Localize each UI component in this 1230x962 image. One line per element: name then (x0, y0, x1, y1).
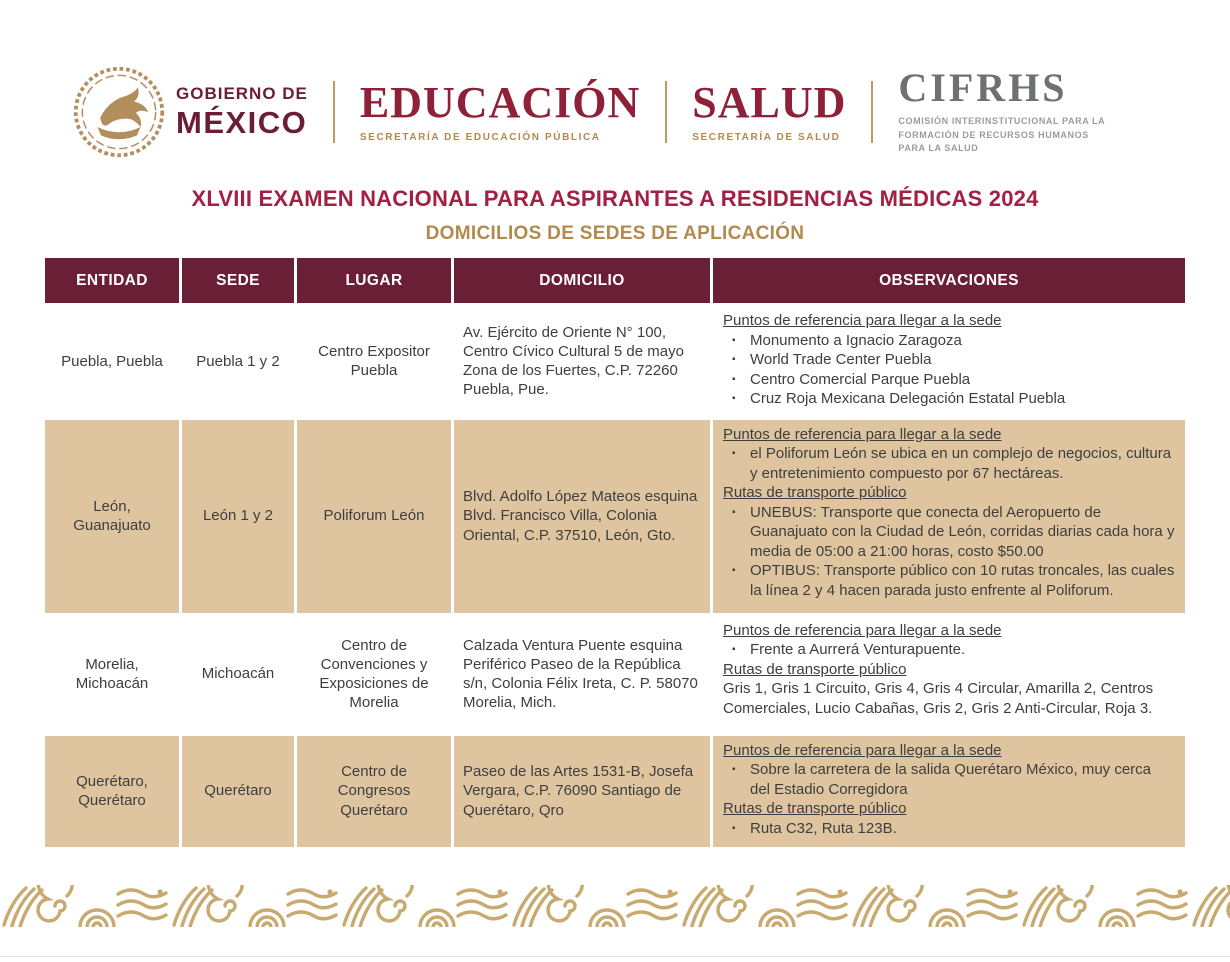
cell-sede: Querétaro (182, 736, 294, 847)
column-header-observaciones: OBSERVACIONES (713, 258, 1185, 303)
observation-bullet-item (723, 370, 1175, 390)
square-bullet-icon: ▪ (732, 393, 736, 404)
observation-bullet-text: OPTIBUS: Transporte público con 10 rutas troncales, las cuales la línea 2 y 4 hacen parada justo enfrente al Poliforum. (750, 562, 1175, 599)
observation-bullet-text: Monumento a Ignacio Zaragoza (750, 331, 962, 349)
observation-bullet-item (723, 444, 1175, 483)
observation-bullet-item (723, 331, 1175, 351)
square-bullet-icon: ▪ (732, 354, 736, 365)
greca-pattern-icon (0, 885, 1230, 927)
square-bullet-icon: ▪ (732, 764, 736, 775)
square-bullet-icon: ▪ (732, 506, 736, 518)
observation-heading: Rutas de transporte público (723, 800, 907, 817)
cell-observaciones (713, 736, 1185, 847)
cell-sede: León 1 y 2 (182, 420, 294, 613)
cell-sede: Puebla 1 y 2 (196, 352, 280, 370)
cell-lugar: Centro de Congresos Querétaro (297, 736, 451, 847)
observation-bullet-text: Sobre la carretera de la salida Querétaro México, muy cerca del Estadio Corregidora (750, 761, 1152, 798)
cell-sede: Michoacán (201, 665, 275, 683)
salud-wordmark: SALUD (692, 78, 847, 127)
observation-bullet-text: UNEBUS: Transporte que conecta del Aeropuerto de Guanajuato con la Ciudad de León, corridas diarias cada hora y media de 05:00 a 21:00 horas, costo $50.00 (750, 503, 1175, 560)
cell-entidad: Querétaro, Querétaro (45, 736, 179, 847)
observation-heading: Puntos de referencia para llegar a la sede (723, 312, 1002, 329)
gobierno-de-mexico-logo (72, 65, 308, 159)
cifrhs-wordmark: CIFRHS (898, 65, 1068, 111)
table-header-row (45, 258, 1185, 303)
cell-lugar: Centro Expositor Puebla (318, 343, 430, 380)
educacion-logo (359, 78, 641, 143)
page-bottom-border (0, 956, 1230, 957)
observation-bullet-item (723, 350, 1175, 370)
gobierno-line2: MÉXICO (176, 104, 308, 140)
observation-heading: Rutas de transporte público (723, 484, 907, 501)
square-bullet-icon: ▪ (732, 565, 736, 576)
cell-domicilio: Blvd. Adolfo López Mateos esquina Blvd. Francisco Villa, Colonia Oriental, C.P. 37510, León, Gto. (454, 420, 710, 613)
mexico-eagle-seal-icon (72, 65, 166, 159)
cell-entidad: Puebla, Puebla (61, 352, 163, 370)
square-bullet-icon: ▪ (732, 373, 736, 385)
table-row (45, 306, 1185, 417)
observation-bullet-item (723, 389, 1175, 409)
sedes-table (45, 258, 1185, 847)
column-header-lugar: LUGAR (297, 258, 451, 303)
educacion-subtitle: SECRETARÍA DE EDUCACIÓN PÚBLICA (359, 132, 601, 143)
table-row (45, 736, 1185, 847)
cell-entidad: León, Guanajuato (45, 420, 179, 613)
observation-heading: Rutas de transporte público (723, 660, 907, 678)
table-row (45, 616, 1185, 733)
table-row (45, 420, 1185, 613)
page-title: XLVIII EXAMEN NACIONAL PARA ASPIRANTES A RESIDENCIAS MÉDICAS 2024 (191, 186, 1039, 211)
page-subtitle: DOMICILIOS DE SEDES DE APLICACIÓN (425, 223, 805, 244)
observation-bullet-text: Frente a Aurrerá Venturapuente. (750, 641, 966, 658)
observation-bullet-item (723, 561, 1175, 600)
observation-bullet-item (723, 503, 1175, 562)
cell-domicilio: Paseo de las Artes 1531-B, Josefa Vergara, C.P. 76090 Santiago de Querétaro, Qro (454, 736, 710, 847)
salud-subtitle: SECRETARÍA DE SALUD (692, 132, 841, 143)
observation-bullet-text: Centro Comercial Parque Puebla (750, 370, 971, 388)
square-bullet-icon: ▪ (732, 644, 736, 655)
column-header-domicilio: DOMICILIO (454, 258, 710, 303)
logo-divider (333, 81, 335, 143)
observation-text: Gris 1, Gris 1 Circuito, Gris 4, Gris 4 Circular, Amarilla 2, Centros Comerciales, Lucio Cabañas, Gris 2, Gris 2 Anti-Circular, Roja 3. (723, 680, 1154, 717)
cell-observaciones (713, 420, 1185, 613)
gobierno-wordmark (176, 84, 308, 141)
column-header-entidad: ENTIDAD (45, 258, 179, 303)
educacion-wordmark: EDUCACIÓN (359, 78, 641, 127)
observation-heading: Puntos de referencia para llegar a la sede (723, 741, 1002, 759)
observation-bullet-item (723, 819, 1175, 839)
logo-divider (665, 81, 667, 143)
cell-domicilio: Calzada Ventura Puente esquina Periférico Paseo de la República s/n, Colonia Félix Ireta, C. P. 58070 Morelia, Mich. (463, 636, 698, 712)
observation-heading: Puntos de referencia para llegar a la sede (723, 621, 1002, 639)
cifrhs-subtitle: COMISIÓN INTERINSTITUCIONAL PARA LA FORMACIÓN DE RECURSOS HUMANOS PARA LA SALUD (898, 116, 1105, 154)
square-bullet-icon: ▪ (732, 334, 736, 346)
observation-bullet-text: Ruta C32, Ruta 123B. (750, 819, 897, 837)
observation-bullet-text: World Trade Center Puebla (750, 351, 932, 368)
observation-bullet-text: el Poliforum León se ubica en un complejo de negocios, cultura y entretenimiento compuesto por 67 hectáreas. (750, 445, 1172, 482)
salud-logo (692, 78, 847, 143)
observation-bullet-item (723, 640, 1175, 660)
logo-divider (871, 81, 873, 143)
greca-pattern-band (0, 885, 1230, 927)
observation-bullet-item (723, 760, 1175, 799)
gobierno-line1: GOBIERNO DE (176, 83, 308, 103)
square-bullet-icon: ▪ (732, 822, 736, 834)
cell-observaciones (713, 616, 1185, 733)
header-logos (0, 0, 1230, 164)
square-bullet-icon: ▪ (732, 448, 736, 459)
cell-domicilio: Av. Ejército de Oriente N° 100, Centro Cívico Cultural 5 de mayo Zona de los Fuertes, C.P. 72260 Puebla, Pue. (463, 323, 684, 399)
cell-lugar: Centro de Convenciones y Exposiciones de Morelia (319, 636, 429, 712)
column-header-sede: SEDE (182, 258, 294, 303)
table-body (45, 306, 1185, 847)
observation-heading: Puntos de referencia para llegar a la sede (723, 425, 1002, 443)
cell-observaciones (713, 306, 1185, 417)
observation-bullet-text: Cruz Roja Mexicana Delegación Estatal Puebla (750, 390, 1066, 407)
cell-entidad: Morelia, Michoacán (75, 655, 149, 692)
cell-lugar: Poliforum León (297, 420, 451, 613)
cifrhs-logo (898, 65, 1113, 156)
